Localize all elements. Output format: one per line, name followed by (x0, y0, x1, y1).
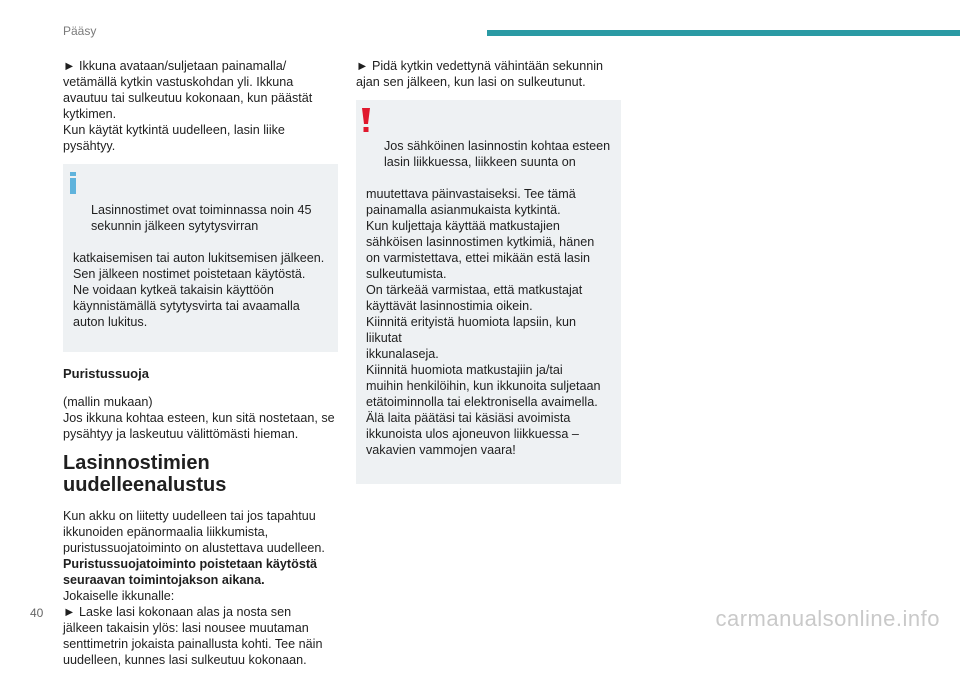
section-label: Pääsy (63, 24, 97, 38)
header-accent-bar (487, 30, 960, 36)
info-text-rest: katkaisemisen tai auton lukitsemisen jälkeen. Sen jälkeen nostimet poistetaan käytöstä. Ne voidaan kytkeä takaisin käyttöön käynnistämällä sytytysvirta tai avaamalla auton lukitus. (73, 251, 325, 329)
hold-switch-text: ► Pidä kytkin vedettynä vähintään sekunnin ajan sen jälkeen, kun lasi on sulkeutunut. (356, 59, 603, 89)
page-number: 40 (30, 606, 44, 620)
section-heading: Lasinnostimien uudelleenalustus (63, 452, 227, 496)
info-box (63, 164, 338, 352)
reinit-steps-text: Jokaiselle ikkunalle: ► Laske lasi kokonaan alas ja nosta sen jälkeen takaisin ylös: lasi nousee muutaman senttimetrin jokaista painallusta kohti. Tee näin uudelleen, kunnes lasi sulkeutuu kokonaan. (63, 589, 323, 667)
info-text-first: Lasinnostimet ovat toiminnassa noin 45 sekunnin jälkeen sytytysvirran (91, 203, 312, 233)
reinit-text: Kun akku on liitetty uudelleen tai jos tapahtuu ikkunoiden epänormaalia liikkumista, puristussuojatoiminto on alustettava uudelleen. (63, 509, 325, 555)
warning-text-rest: muutettava päinvastaiseksi. Tee tämä painamalla asianmukaista kytkintä. Kun kuljettaja käyttää matkustajien sähköisen lasinnostimen kytkimiä, hänen on varmistettava, ettei mikään estä lasin sulkeutumista. On tärkeää varmistaa, että matkustajat käyttävät lasinnostimia oikein. Kiinnitä erityistä huomiota lapsiin, kun liikutat ikkunalaseja. Kiinnitä huomiota matkustajiin ja/tai muihin henkilöihin, kun ikkunoita suljetaan etätoiminnolla tai elektronisella avaimella. Älä laita päätäsi tai käsiäsi avoimista ikkunoista ulos ajoneuvon liikkuessa – vakavien vammojen vaara! (366, 187, 601, 457)
warning-icon (362, 108, 370, 132)
right-column (356, 58, 621, 498)
warning-box (356, 100, 621, 484)
reinit-bold-text: Puristussuojatoiminto poistetaan käytöstä seuraavan toimintojakson aikana. (63, 557, 318, 587)
info-icon (69, 172, 77, 194)
subheading-pinch-protection: Puristussuoja (63, 366, 149, 381)
watermark: carmanualsonline.info (715, 606, 940, 631)
pinch-protection-text: (mallin mukaan) Jos ikkuna kohtaa esteen, kun sitä nostetaan, se pysähtyy ja laskeutuu välittömästi hieman. (63, 395, 335, 441)
window-operation-text: ► Ikkuna avataan/suljetaan painamalla/ vetämällä kytkin vastuskohdan yli. Ikkuna avautuu tai sulkeutuu kokonaan, kun päästät kytkimen. Kun käytät kytkintä uudelleen, lasin liike pysähtyy. (63, 59, 313, 153)
warning-text-first: Jos sähköinen lasinnostin kohtaa esteen lasin liikkuessa, liikkeen suunta on (384, 139, 611, 169)
left-column (63, 58, 338, 678)
